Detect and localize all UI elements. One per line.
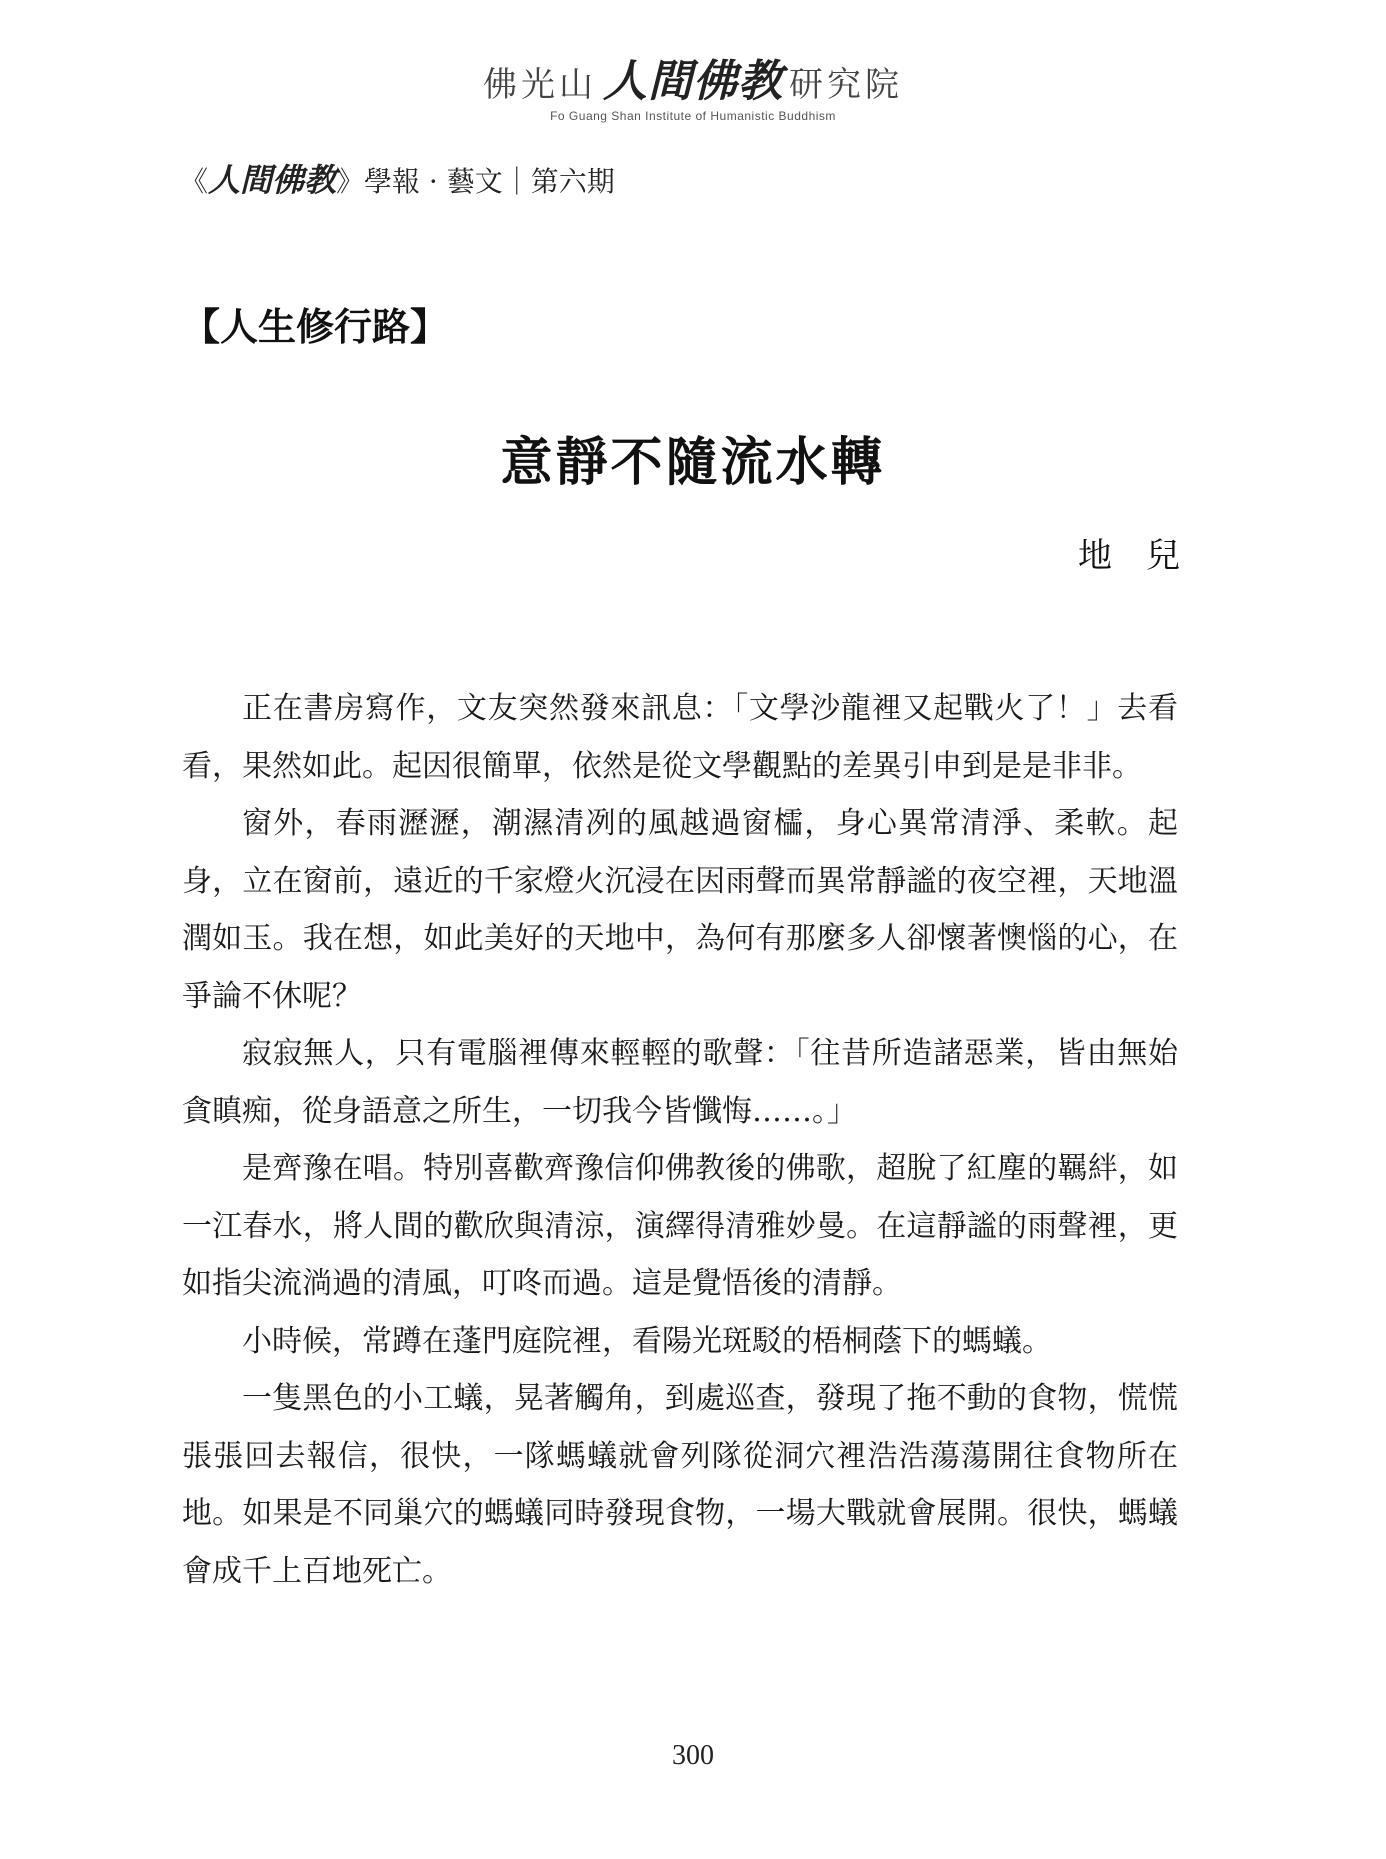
page-number: 300 bbox=[672, 1740, 714, 1771]
body-paragraph: 小時候，常蹲在蓬門庭院裡，看陽光斑駁的梧桐蔭下的螞蟻。 bbox=[242, 1323, 1052, 1359]
institute-prefix: 佛光山 bbox=[483, 65, 597, 105]
institute-english-name: Fo Guang Shan Institute of Humanistic Buddhism bbox=[550, 109, 836, 123]
body-paragraph: 寂寂無人，只有電腦裡傳來輕輕的歌聲：「往昔所造諸惡業，皆由無始貪瞋痴，從身語意之所生，一切我今皆懺悔……。」 bbox=[182, 1036, 1178, 1129]
institute-suffix: 研究院 bbox=[789, 65, 903, 105]
body-paragraph: 一隻黑色的小工蟻，晃著觸角，到處巡查，發現了拖不動的食物，慌慌張張回去報信，很快，一隊螞蟻就會列隊從洞穴裡浩浩蕩蕩開往食物所在地。如果是不同巢穴的螞蟻同時發現食物，一場大戰就會展開。很快，螞蟻會成千上百地死亡。 bbox=[182, 1381, 1178, 1589]
article-title: 意靜不隨流水轉 bbox=[500, 432, 886, 493]
body-paragraph: 是齊豫在唱。特別喜歡齊豫信仰佛教後的佛歌，超脫了紅塵的羈絆，如一江春水，將人間的歡欣與清涼，演繹得清雅妙曼。在這靜謐的雨聲裡，更如指尖流淌過的清風，叮咚而過。這是覺悟後的清靜。 bbox=[182, 1151, 1178, 1301]
article-body bbox=[182, 680, 1178, 1600]
column-label: 【人生修行路】 bbox=[182, 304, 449, 349]
author-name: 地 兒 bbox=[1078, 536, 1180, 576]
journal-running-head bbox=[180, 160, 615, 202]
journal-brand: 人間佛教 bbox=[208, 161, 337, 199]
body-paragraph: 窗外，春雨瀝瀝，潮濕清冽的風越過窗櫺，身心異常清淨、柔軟。起身，立在窗前，遠近的千家燈火沉浸在因雨聲而異常靜謐的夜空裡，天地溫潤如玉。我在想，如此美好的天地中，為何有那麼多人卻懷著懊惱的心，在爭論不休呢？ bbox=[182, 806, 1178, 1014]
institute-header bbox=[0, 56, 1386, 123]
institute-brand-logo: 人間佛教 bbox=[603, 56, 783, 107]
body-paragraph: 正在書房寫作，文友突然發來訊息：「文學沙龍裡又起戰火了！」去看看，果然如此。起因很簡單，依然是從文學觀點的差異引申到是是非非。 bbox=[182, 691, 1178, 784]
journal-open-bracket: 《 bbox=[180, 165, 209, 198]
journal-issue: 》學報 · 藝文｜第六期 bbox=[336, 165, 615, 198]
institute-name bbox=[0, 56, 1386, 107]
